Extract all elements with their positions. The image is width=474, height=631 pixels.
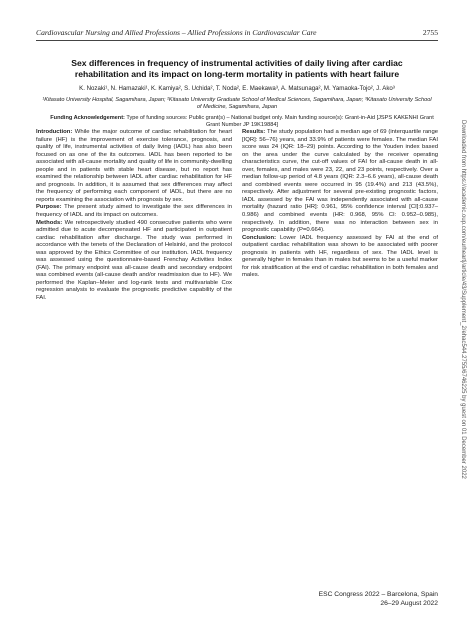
purpose-label: Purpose: xyxy=(36,204,62,211)
journal-name: Cardiovascular Nursing and Allied Professions – Allied Professions in Cardiovascular Care xyxy=(36,28,317,37)
funding-text: Type of funding sources: Public grant(s) – National budget only. Main funding source(s): Grant-in-Aid [JSPS KAKENHI Grant Grant Number JP 19K19884] xyxy=(126,115,434,129)
methods-paragraph xyxy=(36,220,232,303)
conclusion-label: Conclusion: xyxy=(242,234,277,241)
purpose-paragraph xyxy=(36,204,232,219)
affiliations: ¹Kitasato University Hospital, Sagamihara, Japan; ²Kitasato University Graduate School of Medical Sciences, Sagamihara, Japan; ³Kitasato University School of Medicine, Sagamihara, Japan xyxy=(42,97,432,111)
conclusion-text: Lower IADL frequency assessed by FAI at the end of outpatient cardiac rehabilitation was shown to be associated with poorer prognosis in patients with HF, regardless of sex. The IADL level is generally higher in females than in males but seems to be a useful marker for risk stratification at the end of cardiac rehabilitation in both females and males. xyxy=(242,234,438,279)
footer xyxy=(319,590,438,608)
results-paragraph xyxy=(242,129,438,235)
results-label: Results: xyxy=(242,129,266,135)
congress-dates: 26–29 August 2022 xyxy=(380,600,438,607)
congress-name: ESC Congress 2022 – Barcelona, Spain xyxy=(318,591,438,598)
right-column xyxy=(242,129,438,280)
header-rule xyxy=(36,40,438,41)
article-title: Sex differences in frequency of instrumental activities of daily living after cardiac rehabilitation and its impact on long-term mortality in patients with heart failure xyxy=(71,58,403,79)
introduction-label: Introduction: xyxy=(36,129,73,135)
introduction-text: While the major outcome of cardiac rehabilitation for heart failure (HF) is the improvement of exercise tolerance, prognosis, and quality of life, instrumental activities of daily living (IADL) has also been focused on as one of the its outcomes. IADL has been reported to be associated with all-cause mortality and quality of life in community-dwelling people and in patients with stable heart disease, but no report has examined the relationship between IADL after cardiac rehabilitation for HF and prognosis. In addition, it is assumed that sex differences may affect the frequency of performing each component of IADL, but there are no reports examining the association with prognosis by sex. xyxy=(36,129,232,203)
download-notice: Downloaded from https://academic.oup.com/eurheartj/article/43/Supplement_2/ehac544.2755/6746225 by guest on 01 December 2022 xyxy=(460,120,466,479)
left-column xyxy=(36,129,232,303)
funding-label: Funding Acknowledgement: xyxy=(50,115,125,121)
conclusion-paragraph xyxy=(242,235,438,280)
running-head xyxy=(36,28,438,37)
methods-text: We retrospectively studied 490 consecutive patients who were admitted due to acute decompensated HF and participated in outpatient cardiac rehabilitation after discharge. The study was performed in accordance with the tenets of the Declaration of Helsinki, and the protocol was approved by the Ethics Committee of our institution. IADL frequency was assessed using the questionnaire-based Frenchay Activities Index (FAI). The primary endpoint was all-cause death and secondary endpoint was combined events (all-cause death and/or readmission due to HF). We performed the Kaplan–Meier and log-rank tests and multivariable Cox regression analysis to evaluate the prognostic predictive capability of the FAI. xyxy=(36,219,232,302)
page-number: 2755 xyxy=(422,28,438,37)
methods-label: Methods: xyxy=(36,219,63,226)
author-list: K. Nozaki¹, N. Hamazaki¹, K. Kamiya², S. Uchida², T. Noda², E. Maekawa³, A. Matsunaga², M. Yamaoka-Tojo², J. Ako³ xyxy=(79,85,395,92)
funding-acknowledgement xyxy=(50,115,434,129)
introduction-paragraph xyxy=(36,129,232,204)
results-text: The study population had a median age of 69 (interquartile range [IQR]: 56–76) years, and 33.9% of patients were females. The median FAI score was 24 (IQR: 18–29) points. According to the Youden index based on the area under the curve calculated by the receiver operating characteristics curve, the cut-off values of FAI for all-cause death in all-over, females, and males were 23, 22, and 23 points, respectively. Over a median follow-up period of 4.8 years (IQR: 2.3–6.6 years), all-cause death and combined events were occurred in 95 (19.4%) and 213 (43.5%), respectively. After adjustment for several pre-existing prognostic factors, IADL assessed by the FAI was independently associated with all-cause mortality (hazard ratio [HR]: 0.961, 95% confidence interval [CI]:0.937–0.986) and combined events (HR: 0.968, 95% CI: 0.952–0.985), respectively. In addition, there was no interaction between sex in prognostic capability (P=0.664). xyxy=(242,129,439,234)
purpose-text: The present study aimed to investigate the sex differences in frequency of IADL and its impact on outcomes. xyxy=(36,204,233,219)
